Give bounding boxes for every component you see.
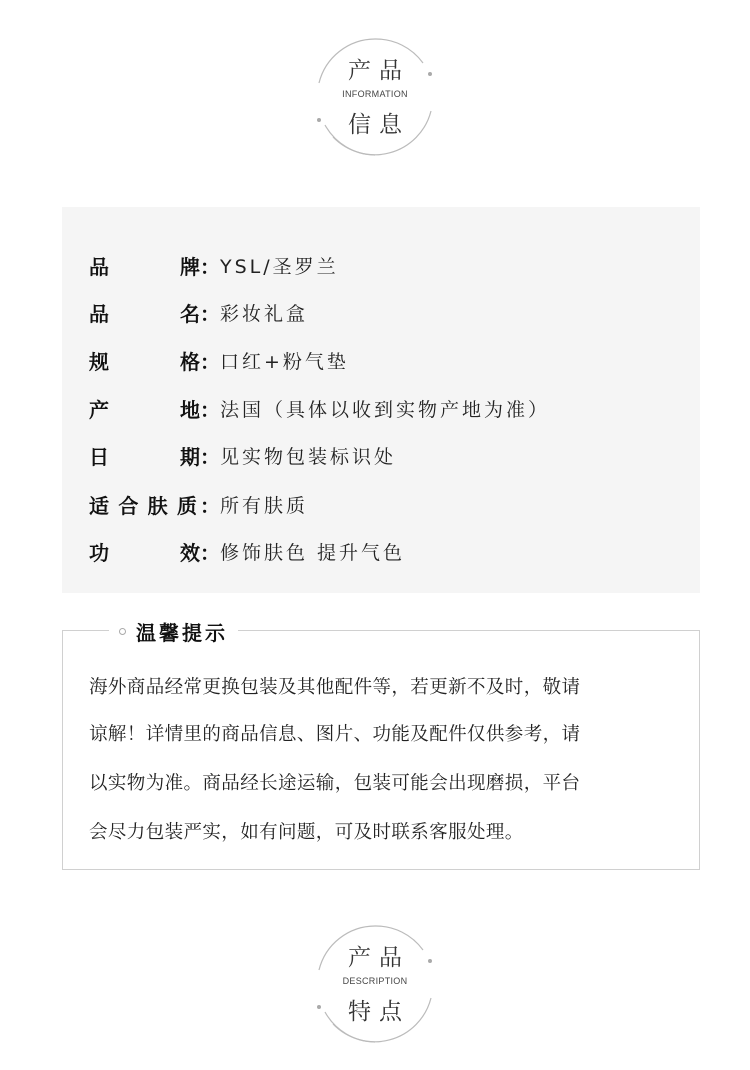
info-value: 修饰肤色 提升气色	[220, 542, 406, 564]
info-row-name: 品 名 ： 彩妆礼盒	[89, 299, 689, 329]
badge-subtitle-en: INFORMATION	[342, 89, 408, 99]
tips-line: 会尽力包装严实，如有问题，可及时联系客服处理。	[89, 822, 524, 843]
badge-subtitle-en: DESCRIPTION	[342, 976, 408, 986]
info-value: 见实物包装标识处	[220, 446, 397, 468]
tips-dot-icon	[119, 628, 126, 635]
info-value: 法国（具体以收到实物产地为准）	[220, 399, 551, 421]
info-row-skin: 适 合 肤 质 ： 所有肤质	[89, 491, 689, 521]
info-label: 品 牌	[89, 255, 200, 279]
info-label: 适 合 肤 质	[89, 494, 197, 518]
info-row-origin: 产 地 ： 法国（具体以收到实物产地为准）	[89, 395, 689, 425]
badge-title-bottom: 特点	[348, 999, 410, 1025]
info-label: 功 效	[89, 541, 200, 565]
info-value: 口红+粉气垫	[220, 351, 349, 373]
info-label: 规 格	[89, 350, 200, 374]
tips-line: 以实物为准。商品经长途运输，包装可能会出现磨损，平台	[89, 773, 581, 794]
badge-title-top: 产品	[348, 58, 410, 84]
tips-line: 海外商品经常更换包装及其他配件等，若更新不及时，敬请	[89, 677, 581, 698]
info-label: 日 期	[89, 445, 200, 469]
info-value: 所有肤质	[220, 495, 309, 517]
info-value: 彩妆礼盒	[220, 303, 309, 325]
info-row-brand: 品 牌 ： YSL/圣罗兰	[89, 252, 689, 282]
badge-title-top: 产品	[348, 945, 410, 971]
info-row-spec: 规 格 ： 口红+粉气垫	[89, 347, 689, 377]
info-row-date: 日 期 ： 见实物包装标识处	[89, 442, 689, 472]
info-section-badge	[311, 33, 439, 161]
tips-header	[109, 617, 238, 645]
info-label: 品 名	[89, 302, 200, 326]
tips-line: 谅解！详情里的商品信息、图片、功能及配件仅供参考，请	[89, 724, 581, 745]
tips-box	[62, 620, 700, 870]
badge-title-bottom: 信息	[348, 112, 410, 138]
info-label: 产 地	[89, 398, 200, 422]
info-value: YSL/圣罗兰	[220, 256, 339, 278]
product-info-panel	[62, 207, 700, 593]
info-row-effect: 功 效 ： 修饰肤色 提升气色	[89, 538, 689, 568]
description-section-badge	[311, 920, 439, 1048]
tips-title: 温馨提示	[136, 620, 228, 645]
